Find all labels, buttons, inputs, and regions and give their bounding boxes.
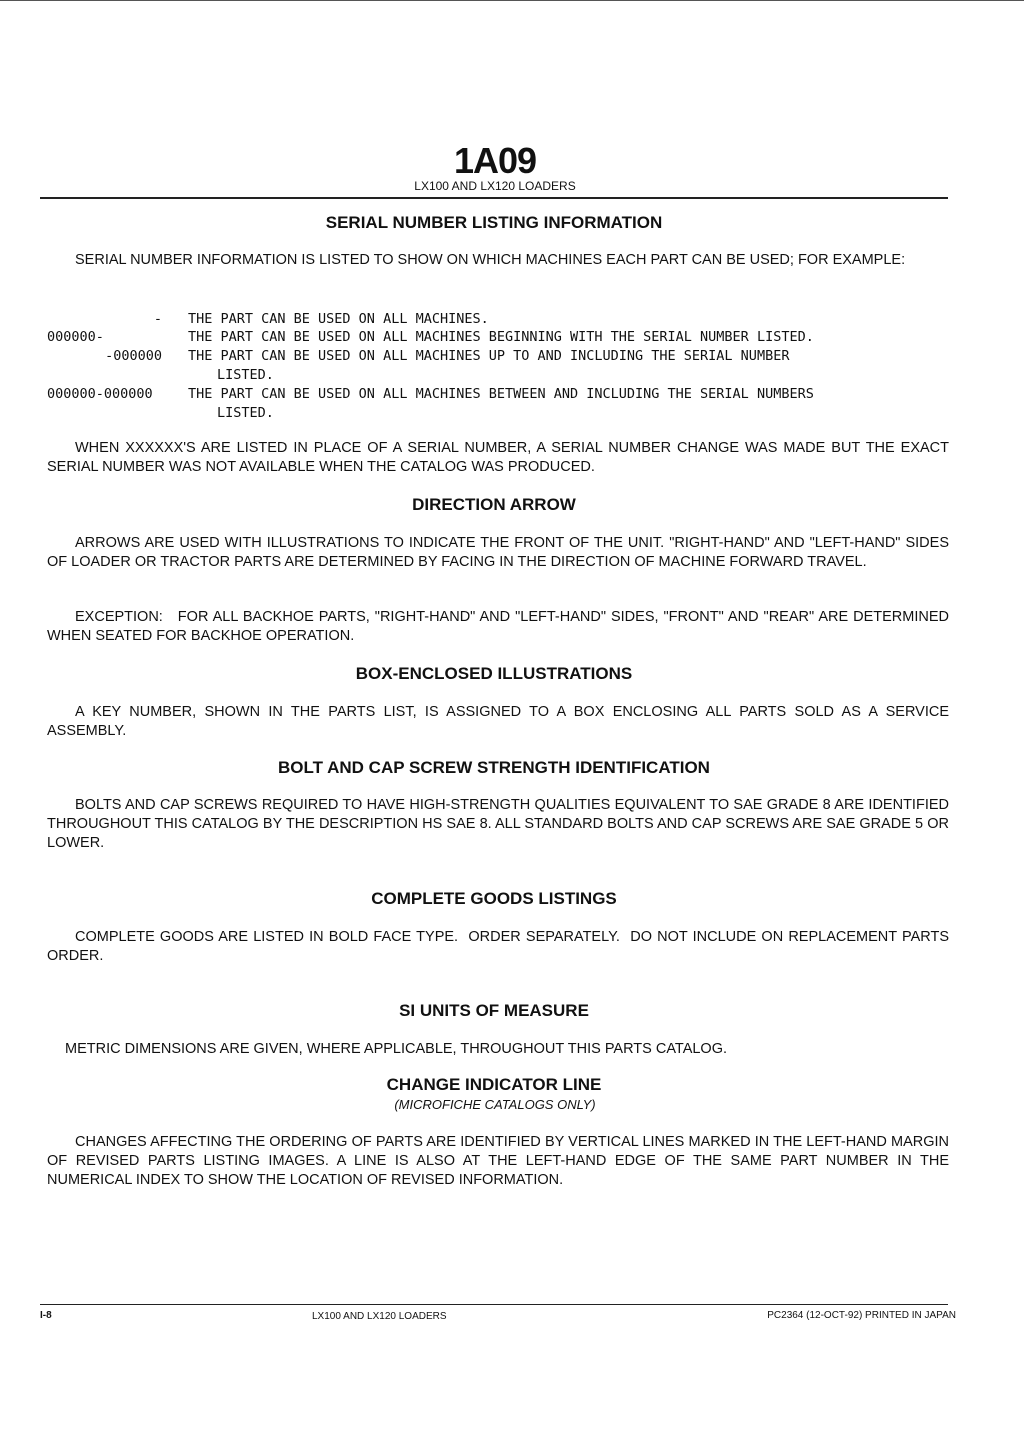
example-text-cont: LISTED. xyxy=(217,405,274,421)
paragraph: WHEN XXXXXX'S ARE LISTED IN PLACE OF A SERIAL NUMBER, A SERIAL NUMBER CHANGE WAS MADE BUT THE EXACT SERIAL NUMBER WAS NOT AVAILABLE WHEN THE CATALOG WAS PRODUCED. xyxy=(47,440,949,475)
example-code: - xyxy=(153,311,162,327)
subheading: (MICROFICHE CATALOGS ONLY) xyxy=(394,1097,596,1112)
heading-box-enclosed: BOX-ENCLOSED ILLUSTRATIONS xyxy=(355,664,633,683)
example-code: -000000 xyxy=(105,348,162,364)
heading-serial-number: SERIAL NUMBER LISTING INFORMATION xyxy=(325,213,663,232)
paragraph: COMPLETE GOODS ARE LISTED IN BOLD FACE TYPE. ORDER SEPARATELY. DO NOT INCLUDE ON REPLACEMENT PARTS ORDER. xyxy=(47,929,954,964)
header-rule xyxy=(40,197,948,199)
example-text: THE PART CAN BE USED ON ALL MACHINES BETWEEN AND INCLUDING THE SERIAL NUMBERS xyxy=(188,386,814,402)
footer-print-info: PC2364 (12-OCT-92) PRINTED IN JAPAN xyxy=(767,1310,956,1321)
page-subtitle: LX100 AND LX120 LOADERS xyxy=(414,179,576,193)
example-code: 000000- xyxy=(47,329,104,345)
paragraph: EXCEPTION: FOR ALL BACKHOE PARTS, "RIGHT-HAND" AND "LEFT-HAND" SIDES, "FRONT" AND "REAR" ARE DETERMINED WHEN SEATED FOR BACKHOE OPERATION. xyxy=(47,609,954,644)
example-text: THE PART CAN BE USED ON ALL MACHINES. xyxy=(188,311,489,327)
heading-direction-arrow: DIRECTION ARROW xyxy=(412,495,576,514)
example-text-cont: LISTED. xyxy=(217,367,274,383)
example-text: THE PART CAN BE USED ON ALL MACHINES UP TO AND INCLUDING THE SERIAL NUMBER xyxy=(188,348,790,364)
heading-complete-goods: COMPLETE GOODS LISTINGS xyxy=(371,889,617,908)
heading-change-indicator: CHANGE INDICATOR LINE xyxy=(386,1075,602,1094)
heading-si-units: SI UNITS OF MEASURE xyxy=(399,1001,589,1020)
scan-top-edge xyxy=(0,0,1024,1)
paragraph: BOLTS AND CAP SCREWS REQUIRED TO HAVE HIGH-STRENGTH QUALITIES EQUIVALENT TO SAE GRADE 8 ARE IDENTIFIED THROUGHOUT THIS CATALOG BY THE DESCRIPTION HS SAE 8. ALL STANDARD BOLTS AND CAP SCREWS ARE SAE GRADE 5 OR LOWER. xyxy=(47,797,949,851)
page-code: 1A09 xyxy=(453,140,537,181)
footer-title: LX100 AND LX120 LOADERS xyxy=(312,1311,447,1322)
example-text: THE PART CAN BE USED ON ALL MACHINES BEGINNING WITH THE SERIAL NUMBER LISTED. xyxy=(188,329,814,345)
paragraph: SERIAL NUMBER INFORMATION IS LISTED TO SHOW ON WHICH MACHINES EACH PART CAN BE USED; FOR EXAMPLE: xyxy=(75,252,906,268)
heading-bolt-strength: BOLT AND CAP SCREW STRENGTH IDENTIFICATION xyxy=(278,758,710,777)
page-number: I-8 xyxy=(40,1310,52,1321)
example-code: 000000-000000 xyxy=(47,386,153,402)
paragraph: A KEY NUMBER, SHOWN IN THE PARTS LIST, IS ASSIGNED TO A BOX ENCLOSING ALL PARTS SOLD AS A SERVICE ASSEMBLY. xyxy=(47,704,949,739)
paragraph: METRIC DIMENSIONS ARE GIVEN, WHERE APPLICABLE, THROUGHOUT THIS PARTS CATALOG. xyxy=(65,1041,728,1057)
paragraph: CHANGES AFFECTING THE ORDERING OF PARTS ARE IDENTIFIED BY VERTICAL LINES MARKED IN THE LEFT-HAND MARGIN OF REVISED PARTS LISTING IMAGES. A LINE IS ALSO AT THE LEFT-HAND EDGE OF THE SAME PART NUMBER IN THE NUMERICAL INDEX TO SHOW THE LOCATION OF REVISED INFORMATION. xyxy=(47,1134,949,1188)
paragraph: ARROWS ARE USED WITH ILLUSTRATIONS TO INDICATE THE FRONT OF THE UNIT. "RIGHT-HAND" AND "LEFT-HAND" SIDES OF LOADER OR TRACTOR PARTS ARE DETERMINED BY FACING IN THE DIRECTION OF MACHINE FORWARD TRAVEL. xyxy=(47,535,949,570)
footer-rule xyxy=(40,1304,948,1305)
